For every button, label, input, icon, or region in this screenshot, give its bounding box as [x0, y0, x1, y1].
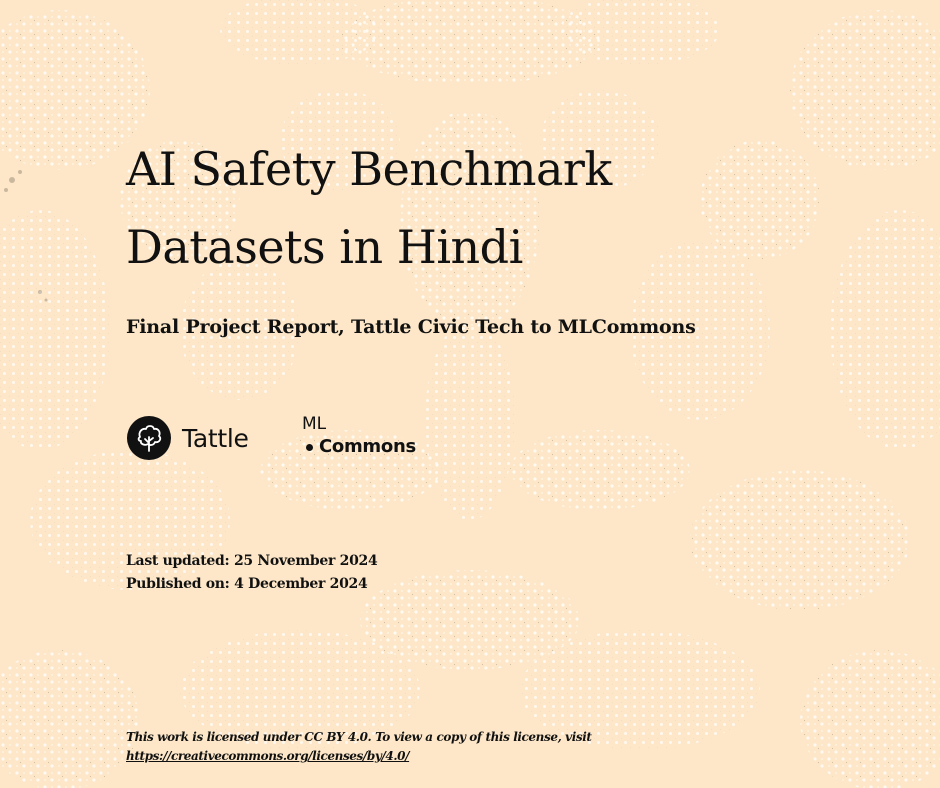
- license-text: This work is licensed under CC BY 4.0. To view a copy of this license, visit: [126, 730, 592, 744]
- report-title-line-1: AI Safety Benchmark: [126, 142, 612, 196]
- tattle-logo-text: Tattle: [182, 423, 249, 453]
- mlcommons-logo: [302, 414, 452, 464]
- report-dates: [126, 550, 377, 596]
- report-title-line-2: Datasets in Hindi: [126, 220, 523, 274]
- mlcommons-logo-commons-text: Commons: [319, 436, 416, 457]
- report-title: [126, 130, 826, 286]
- license-notice: [126, 728, 592, 766]
- published-on-date: Published on: 4 December 2024: [126, 576, 368, 592]
- tattle-logo: [126, 414, 249, 462]
- mlcommons-dot-icon: [306, 444, 313, 451]
- mlcommons-logo-ml-text: ML: [302, 414, 327, 434]
- report-subtitle: Final Project Report, Tattle Civic Tech to MLCommons: [126, 316, 696, 338]
- license-link[interactable]: https://creativecommons.org/licenses/by/4.0/: [126, 749, 410, 763]
- last-updated-date: Last updated: 25 November 2024: [126, 553, 378, 569]
- tree-in-circle-icon: [126, 415, 172, 461]
